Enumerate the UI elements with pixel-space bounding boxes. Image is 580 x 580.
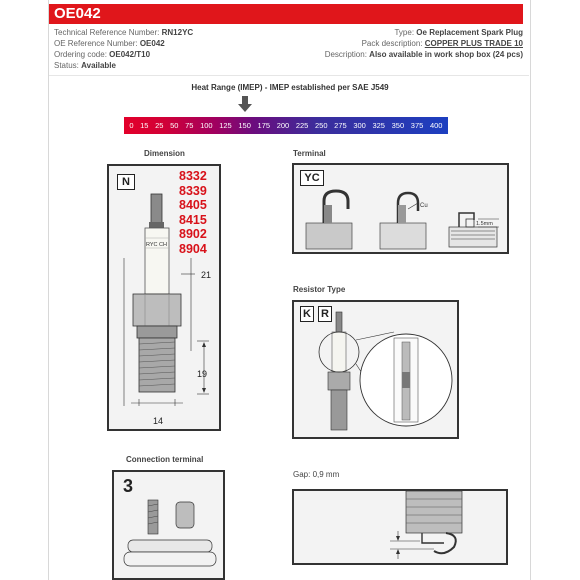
gap-label: Gap: 0,9 mm <box>293 470 340 479</box>
heat-range-value: 150 <box>238 121 251 130</box>
ordering-value: OE042/T10 <box>109 50 151 59</box>
resistor-badge-k: K <box>300 306 314 322</box>
spark-plug-side-drawing <box>109 166 219 429</box>
status-label: Status: <box>54 61 79 70</box>
heat-range-value: 100 <box>200 121 213 130</box>
oe-ref-value: OE042 <box>139 39 165 48</box>
connection-panel <box>112 470 225 580</box>
heat-range-value: 250 <box>315 121 328 130</box>
tech-ref-value: RN12YC <box>161 28 194 37</box>
tech-ref-row <box>54 27 193 38</box>
part-code: 8415 <box>179 212 207 227</box>
dimension-panel <box>107 164 221 431</box>
electrode-gap-label: 1.5mm <box>476 221 493 227</box>
connection-terminal-label: Connection terminal <box>126 455 204 464</box>
heat-range-value: 350 <box>391 121 405 130</box>
heat-range-value: 375 <box>410 121 424 130</box>
heat-range-value: 50 <box>170 121 179 130</box>
divider <box>49 75 529 76</box>
resistor-badge-r: R <box>318 306 332 322</box>
desc-row <box>325 49 523 60</box>
info-left <box>54 27 193 71</box>
type-row <box>325 27 523 38</box>
part-code: 8339 <box>179 183 207 198</box>
type-value: Oe Replacement Spark Plug <box>416 28 523 37</box>
heat-marker-arrow-icon <box>238 96 252 112</box>
heat-range-value: 0 <box>129 121 134 130</box>
gap-drawing <box>294 491 506 563</box>
heat-range-value: 75 <box>185 121 194 130</box>
heat-range-value: 275 <box>334 121 347 130</box>
part-code: 8332 <box>179 169 207 183</box>
tech-ref-label: Technical Reference Number: <box>54 28 160 37</box>
heat-range-title: Heat Range (IMEP) - IMEP established per SAE J549 <box>191 83 389 92</box>
terminal-badge: YC <box>300 170 324 186</box>
heat-range-value: 325 <box>372 121 385 130</box>
thread-dimension: 14 <box>153 416 164 426</box>
part-code: 8902 <box>179 227 207 241</box>
desc-value: Also available in work shop box (24 pcs) <box>369 50 523 59</box>
heat-range-scale <box>124 117 448 134</box>
heat-range-value: 25 <box>155 121 164 130</box>
page-title: OE042 <box>54 5 101 22</box>
connection-terminal-drawing <box>114 472 223 578</box>
heat-range-value: 225 <box>295 121 309 130</box>
oe-ref-row <box>54 38 193 49</box>
resistor-cutaway-drawing <box>294 302 457 437</box>
desc-label: Description: <box>324 50 367 59</box>
pack-description-link[interactable]: COPPER PLUS TRADE 10 <box>424 39 523 48</box>
dimension-badge: N <box>117 174 135 190</box>
title-bar <box>49 4 523 24</box>
type-label: Type: <box>394 28 415 37</box>
ordering-label: Ordering code: <box>54 50 107 59</box>
gap-panel <box>292 489 508 565</box>
terminal-panel <box>292 163 509 254</box>
heat-range-value: 175 <box>257 121 271 130</box>
resistor-panel <box>292 300 459 439</box>
status-value: Available <box>81 61 116 70</box>
status-row <box>54 60 193 71</box>
terminal-label: Terminal <box>293 149 326 158</box>
heat-range-value: 15 <box>140 121 149 130</box>
heat-range-value: 400 <box>429 121 443 130</box>
dimension-label: Dimension <box>144 149 185 158</box>
connection-badge: 3 <box>122 476 133 496</box>
ordering-row <box>54 49 193 60</box>
pack-label: Pack description: <box>361 39 423 48</box>
reach-dimension: 19 <box>197 369 208 379</box>
insulator-text: RYC CH <box>146 242 167 248</box>
heat-range-value: 125 <box>219 121 232 130</box>
pack-row <box>325 38 523 49</box>
electrode-drawings <box>294 165 507 252</box>
part-code: 8904 <box>179 241 207 256</box>
resistor-label: Resistor Type <box>293 285 346 294</box>
part-code: 8405 <box>179 198 207 212</box>
heat-range-value: 300 <box>353 121 366 130</box>
oe-ref-label: OE Reference Number: <box>54 39 138 48</box>
heat-range-value: 200 <box>276 121 290 130</box>
copper-core-label: Cu <box>420 203 428 209</box>
info-right <box>325 27 523 60</box>
hex-dimension: 21 <box>201 270 212 280</box>
